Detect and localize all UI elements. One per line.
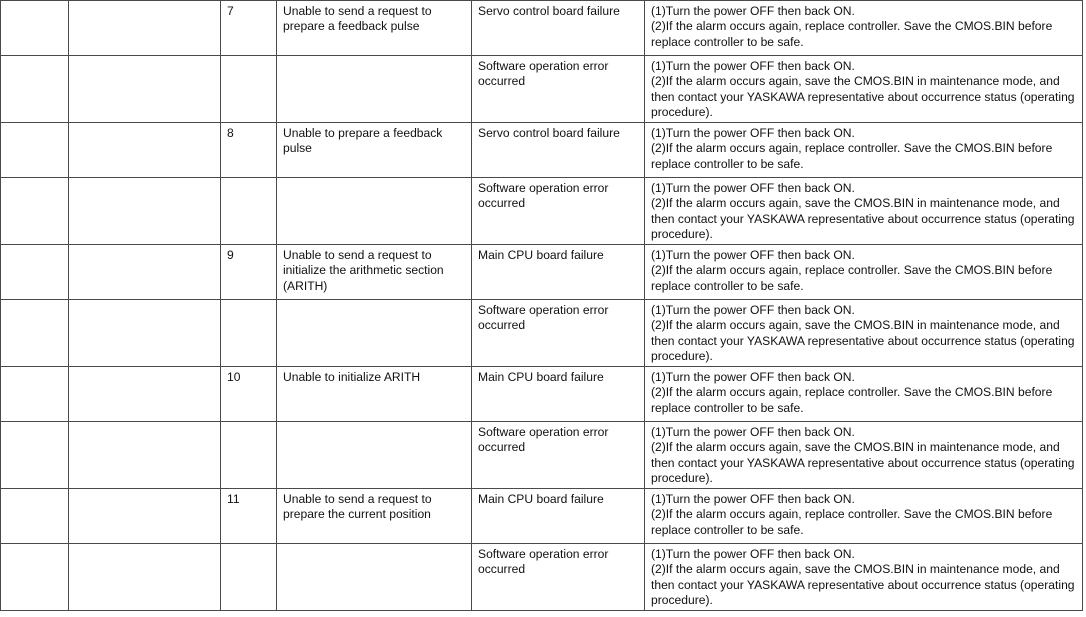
remedy-cell <box>645 123 1083 178</box>
remedy-step: (2)If the alarm occurs again, replace controller. Save the CMOS.BIN before replace controller to be safe. <box>651 19 1053 49</box>
remedy-cell <box>645 300 1083 367</box>
meaning-cell: Unable to send a request to prepare a feedback pulse <box>277 1 472 56</box>
sub-code-cell <box>221 422 277 489</box>
remedy-step: (1)Turn the power OFF then back ON. <box>651 248 855 262</box>
alarm-number-cell <box>1 367 69 422</box>
cause-cell: Software operation error occurred <box>472 178 645 245</box>
sub-code-cell: 8 <box>221 123 277 178</box>
cause-cell: Software operation error occurred <box>472 300 645 367</box>
cause-cell: Software operation error occurred <box>472 544 645 611</box>
alarm-number-cell <box>1 245 69 300</box>
alarm-number-cell <box>1 544 69 611</box>
meaning-cell: Unable to prepare a feedback pulse <box>277 123 472 178</box>
alarm-number-cell <box>1 56 69 123</box>
meaning-cell <box>277 56 472 123</box>
alarm-name-cell <box>69 123 221 178</box>
table-row <box>1 422 1083 489</box>
table-row <box>1 367 1083 422</box>
meaning-cell: Unable to send a request to prepare the current position <box>277 489 472 544</box>
alarm-name-cell <box>69 300 221 367</box>
table-row <box>1 178 1083 245</box>
sub-code-cell <box>221 544 277 611</box>
cause-cell: Main CPU board failure <box>472 367 645 422</box>
remedy-step: (2)If the alarm occurs again, replace controller. Save the CMOS.BIN before replace controller to be safe. <box>651 385 1053 415</box>
meaning-cell <box>277 544 472 611</box>
cause-cell: Main CPU board failure <box>472 489 645 544</box>
alarm-name-cell <box>69 1 221 56</box>
remedy-step: (2)If the alarm occurs again, replace controller. Save the CMOS.BIN before replace controller to be safe. <box>651 263 1053 293</box>
alarm-name-cell <box>69 367 221 422</box>
alarm-name-cell <box>69 489 221 544</box>
remedy-step: (2)If the alarm occurs again, save the CMOS.BIN in maintenance mode, and then contact your YASKAWA representative about occurrence status (operating procedure). <box>651 196 1075 241</box>
alarm-number-cell <box>1 422 69 489</box>
table-row <box>1 544 1083 611</box>
remedy-step: (1)Turn the power OFF then back ON. <box>651 4 855 18</box>
remedy-cell <box>645 367 1083 422</box>
meaning-cell: Unable to initialize ARITH <box>277 367 472 422</box>
alarm-name-cell <box>69 178 221 245</box>
alarm-name-cell <box>69 245 221 300</box>
meaning-cell: Unable to send a request to initialize the arithmetic section (ARITH) <box>277 245 472 300</box>
meaning-cell <box>277 178 472 245</box>
remedy-step: (1)Turn the power OFF then back ON. <box>651 492 855 506</box>
meaning-cell <box>277 422 472 489</box>
remedy-step: (1)Turn the power OFF then back ON. <box>651 59 855 73</box>
alarm-number-cell <box>1 178 69 245</box>
remedy-cell <box>645 178 1083 245</box>
remedy-step: (1)Turn the power OFF then back ON. <box>651 547 855 561</box>
remedy-step: (2)If the alarm occurs again, save the CMOS.BIN in maintenance mode, and then contact your YASKAWA representative about occurrence status (operating procedure). <box>651 440 1075 485</box>
remedy-step: (2)If the alarm occurs again, save the CMOS.BIN in maintenance mode, and then contact your YASKAWA representative about occurrence status (operating procedure). <box>651 318 1075 363</box>
remedy-step: (2)If the alarm occurs again, save the CMOS.BIN in maintenance mode, and then contact your YASKAWA representative about occurrence status (operating procedure). <box>651 74 1075 119</box>
table-row <box>1 489 1083 544</box>
remedy-step: (1)Turn the power OFF then back ON. <box>651 303 855 317</box>
remedy-cell <box>645 489 1083 544</box>
sub-code-cell: 10 <box>221 367 277 422</box>
table-row <box>1 245 1083 300</box>
alarm-number-cell <box>1 489 69 544</box>
remedy-step: (2)If the alarm occurs again, save the CMOS.BIN in maintenance mode, and then contact your YASKAWA representative about occurrence status (operating procedure). <box>651 562 1075 607</box>
remedy-cell <box>645 544 1083 611</box>
table-row <box>1 1 1083 56</box>
remedy-cell <box>645 56 1083 123</box>
remedy-cell <box>645 422 1083 489</box>
remedy-step: (1)Turn the power OFF then back ON. <box>651 370 855 384</box>
cause-cell: Main CPU board failure <box>472 245 645 300</box>
alarm-number-cell <box>1 300 69 367</box>
remedy-step: (1)Turn the power OFF then back ON. <box>651 181 855 195</box>
remedy-step: (1)Turn the power OFF then back ON. <box>651 425 855 439</box>
cause-cell: Servo control board failure <box>472 1 645 56</box>
alarm-name-cell <box>69 544 221 611</box>
sub-code-cell: 11 <box>221 489 277 544</box>
sub-code-cell <box>221 56 277 123</box>
table-row <box>1 123 1083 178</box>
table-row <box>1 56 1083 123</box>
sub-code-cell <box>221 178 277 245</box>
table-row <box>1 300 1083 367</box>
remedy-step: (1)Turn the power OFF then back ON. <box>651 126 855 140</box>
remedy-step: (2)If the alarm occurs again, replace controller. Save the CMOS.BIN before replace controller to be safe. <box>651 507 1053 537</box>
sub-code-cell <box>221 300 277 367</box>
alarm-number-cell <box>1 1 69 56</box>
cause-cell: Software operation error occurred <box>472 422 645 489</box>
sub-code-cell: 7 <box>221 1 277 56</box>
meaning-cell <box>277 300 472 367</box>
remedy-cell <box>645 245 1083 300</box>
alarm-name-cell <box>69 422 221 489</box>
alarm-number-cell <box>1 123 69 178</box>
cause-cell: Servo control board failure <box>472 123 645 178</box>
sub-code-cell: 9 <box>221 245 277 300</box>
remedy-step: (2)If the alarm occurs again, replace controller. Save the CMOS.BIN before replace controller to be safe. <box>651 141 1053 171</box>
cause-cell: Software operation error occurred <box>472 56 645 123</box>
alarm-name-cell <box>69 56 221 123</box>
remedy-cell <box>645 1 1083 56</box>
